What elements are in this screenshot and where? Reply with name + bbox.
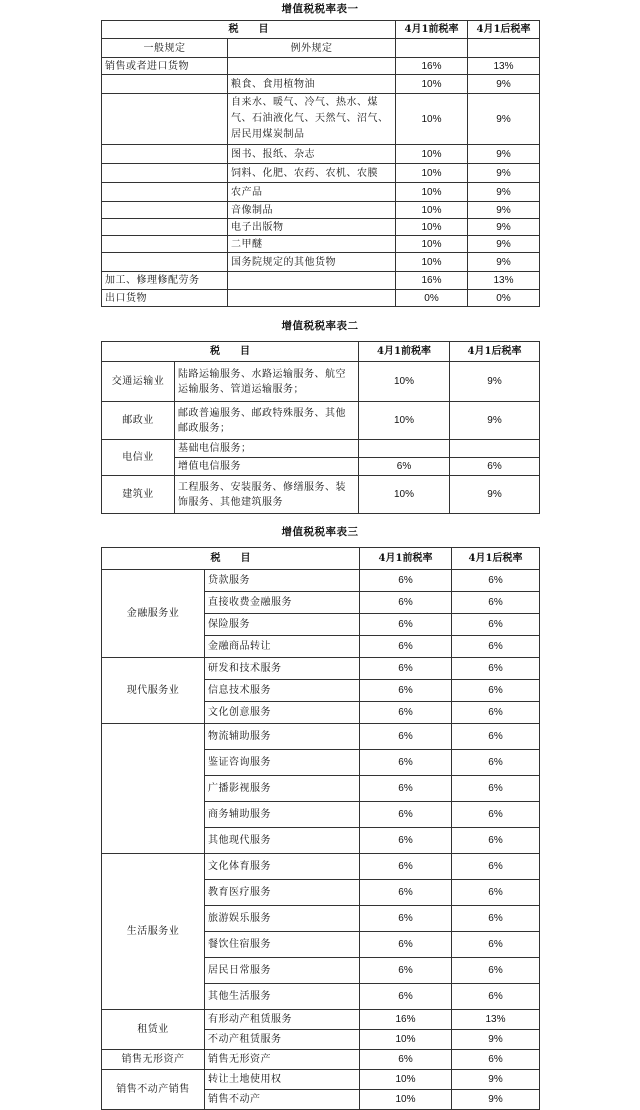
exception-cell bbox=[228, 272, 396, 290]
rate-after-cell: 9% bbox=[468, 219, 540, 236]
category-cell: 租赁业 bbox=[102, 1010, 205, 1050]
table-row bbox=[102, 94, 540, 145]
category-cell: 生活服务业 bbox=[102, 854, 205, 1010]
item-cell: 居民日常服务 bbox=[205, 958, 360, 984]
rate-before-cell: 6% bbox=[360, 932, 452, 958]
table-row bbox=[102, 145, 540, 164]
rate-before-cell: 10% bbox=[396, 236, 468, 253]
rate-after-cell: 6% bbox=[452, 802, 540, 828]
rate-before-cell: 10% bbox=[359, 362, 450, 402]
rate-after-cell: 6% bbox=[452, 854, 540, 880]
rate-after-cell: 9% bbox=[468, 145, 540, 164]
rate-after-cell: 6% bbox=[452, 750, 540, 776]
rate-after-cell: 6% bbox=[452, 680, 540, 702]
category-cell: 销售不动产销售 bbox=[102, 1070, 205, 1110]
exception-cell: 粮食、食用植物油 bbox=[228, 75, 396, 94]
rate-before-cell: 6% bbox=[360, 702, 452, 724]
general-cell bbox=[102, 183, 228, 202]
tax-rate-table-1 bbox=[101, 20, 540, 307]
rate-after-cell: 9% bbox=[450, 476, 540, 514]
rate-before-cell: 6% bbox=[360, 984, 452, 1010]
item-cell: 文化体育服务 bbox=[205, 854, 360, 880]
exception-cell: 饲料、化肥、农药、农机、农膜 bbox=[228, 164, 396, 183]
table3-title: 增值税税率表三 bbox=[281, 526, 359, 538]
item-cell: 工程服务、安装服务、修缮服务、装饰服务、其他建筑服务 bbox=[175, 476, 359, 514]
table1-title: 增值税税率表一 bbox=[281, 3, 359, 15]
table-row bbox=[102, 75, 540, 94]
exception-cell bbox=[228, 58, 396, 75]
rate-before-cell: 6% bbox=[360, 828, 452, 854]
table2-header-before: 4月1前税率 bbox=[359, 342, 450, 362]
rate-after-cell: 6% bbox=[452, 570, 540, 592]
rate-after-cell: 9% bbox=[452, 1090, 540, 1110]
item-cell: 研发和技术服务 bbox=[205, 658, 360, 680]
rate-after-cell: 13% bbox=[468, 272, 540, 290]
rate-before-cell: 16% bbox=[396, 58, 468, 75]
tax-rate-table-3 bbox=[101, 547, 540, 1110]
item-cell: 金融商品转让 bbox=[205, 636, 360, 658]
rate-after-cell: 6% bbox=[452, 592, 540, 614]
table-row bbox=[102, 58, 540, 75]
rate-after-cell: 9% bbox=[450, 362, 540, 402]
rate-after-cell bbox=[450, 440, 540, 458]
rate-after-cell: 0% bbox=[468, 290, 540, 307]
general-cell bbox=[102, 219, 228, 236]
rate-after-cell: 9% bbox=[468, 253, 540, 272]
rate-after-cell: 9% bbox=[452, 1070, 540, 1090]
table2-header-item: 税 目 bbox=[102, 342, 359, 362]
category-cell: 建筑业 bbox=[102, 476, 175, 514]
table-row bbox=[102, 440, 540, 458]
rate-after-cell: 6% bbox=[452, 880, 540, 906]
table1-header-after: 4月1后税率 bbox=[468, 21, 540, 39]
item-cell: 餐饮住宿服务 bbox=[205, 932, 360, 958]
rate-after-cell: 6% bbox=[452, 702, 540, 724]
rate-before-cell: 10% bbox=[396, 202, 468, 219]
general-cell: 加工、修理修配劳务 bbox=[102, 272, 228, 290]
rate-before-cell: 6% bbox=[360, 658, 452, 680]
item-cell: 转让土地使用权 bbox=[205, 1070, 360, 1090]
table-row bbox=[102, 202, 540, 219]
rate-after-cell: 6% bbox=[452, 1050, 540, 1070]
category-cell bbox=[102, 724, 205, 854]
rate-before-cell: 6% bbox=[360, 592, 452, 614]
category-cell: 现代服务业 bbox=[102, 658, 205, 724]
table1-header-before: 4月1前税率 bbox=[396, 21, 468, 39]
table-row bbox=[102, 362, 540, 402]
item-cell: 商务辅助服务 bbox=[205, 802, 360, 828]
category-cell: 邮政业 bbox=[102, 402, 175, 440]
exception-cell: 国务院规定的其他货物 bbox=[228, 253, 396, 272]
exception-cell bbox=[228, 290, 396, 307]
rate-before-cell: 0% bbox=[396, 290, 468, 307]
table3-header-item: 税 目 bbox=[102, 548, 360, 570]
exception-cell: 二甲醚 bbox=[228, 236, 396, 253]
table2-title: 增值税税率表二 bbox=[281, 320, 359, 332]
rate-before-cell bbox=[359, 440, 450, 458]
rate-before-cell: 10% bbox=[360, 1030, 452, 1050]
rate-before-cell: 6% bbox=[360, 802, 452, 828]
rate-after-cell: 6% bbox=[452, 906, 540, 932]
general-cell bbox=[102, 94, 228, 145]
item-cell: 教育医疗服务 bbox=[205, 880, 360, 906]
rate-after-cell: 6% bbox=[452, 614, 540, 636]
item-cell: 广播影视服务 bbox=[205, 776, 360, 802]
rate-after-cell: 9% bbox=[468, 164, 540, 183]
table2-header-after: 4月1后税率 bbox=[450, 342, 540, 362]
exception-cell: 图书、报纸、杂志 bbox=[228, 145, 396, 164]
rate-before-cell: 6% bbox=[360, 1050, 452, 1070]
rate-before-cell: 6% bbox=[360, 880, 452, 906]
general-cell: 出口货物 bbox=[102, 290, 228, 307]
table-row bbox=[102, 658, 540, 680]
rate-before-cell: 6% bbox=[360, 636, 452, 658]
table3-header-before: 4月1前税率 bbox=[360, 548, 452, 570]
table1-header-item: 税 目 bbox=[102, 21, 396, 39]
item-cell: 陆路运输服务、水路运输服务、航空运输服务、管道运输服务； bbox=[175, 362, 359, 402]
rate-before-cell: 10% bbox=[396, 94, 468, 145]
rate-before-cell: 6% bbox=[360, 854, 452, 880]
rate-before-cell: 6% bbox=[360, 724, 452, 750]
general-cell: 销售或者进口货物 bbox=[102, 58, 228, 75]
general-cell bbox=[102, 75, 228, 94]
rate-after-cell: 6% bbox=[452, 658, 540, 680]
table-row bbox=[102, 1070, 540, 1090]
table-row bbox=[102, 570, 540, 592]
item-cell: 增值电信服务 bbox=[175, 458, 359, 476]
exception-cell: 农产品 bbox=[228, 183, 396, 202]
rate-after-cell: 6% bbox=[452, 724, 540, 750]
item-cell: 其他生活服务 bbox=[205, 984, 360, 1010]
table-row bbox=[102, 1010, 540, 1030]
rate-after-cell: 9% bbox=[468, 236, 540, 253]
item-cell: 销售不动产 bbox=[205, 1090, 360, 1110]
rate-after-cell: 9% bbox=[468, 183, 540, 202]
rate-before-cell: 10% bbox=[359, 476, 450, 514]
rate-before-cell: 6% bbox=[360, 750, 452, 776]
exception-cell: 自来水、暖气、冷气、热水、煤气、石油液化气、天然气、沼气、居民用煤炭制品 bbox=[228, 94, 396, 145]
rate-before-cell: 10% bbox=[396, 183, 468, 202]
rate-after-cell: 6% bbox=[452, 958, 540, 984]
item-cell: 邮政普遍服务、邮政特殊服务、其他邮政服务； bbox=[175, 402, 359, 440]
table1-subheader-general: 一般规定 bbox=[102, 39, 228, 58]
rate-after-cell: 13% bbox=[468, 58, 540, 75]
item-cell: 直接收费金融服务 bbox=[205, 592, 360, 614]
general-cell bbox=[102, 145, 228, 164]
table-row bbox=[102, 219, 540, 236]
rate-after-cell: 6% bbox=[452, 776, 540, 802]
rate-before-cell: 6% bbox=[359, 458, 450, 476]
item-cell: 贷款服务 bbox=[205, 570, 360, 592]
rate-after-cell: 9% bbox=[450, 402, 540, 440]
rate-after-cell: 9% bbox=[468, 94, 540, 145]
category-cell: 电信业 bbox=[102, 440, 175, 476]
rate-after-cell: 9% bbox=[452, 1030, 540, 1050]
rate-before-cell: 10% bbox=[396, 219, 468, 236]
item-cell: 旅游娱乐服务 bbox=[205, 906, 360, 932]
general-cell bbox=[102, 202, 228, 219]
item-cell: 基础电信服务； bbox=[175, 440, 359, 458]
rate-before-cell: 6% bbox=[360, 906, 452, 932]
table-row bbox=[102, 183, 540, 202]
rate-before-cell: 6% bbox=[360, 776, 452, 802]
table-row bbox=[102, 724, 540, 750]
rate-after-cell: 6% bbox=[452, 828, 540, 854]
rate-after-cell: 9% bbox=[468, 202, 540, 219]
table-row bbox=[102, 253, 540, 272]
tax-rate-table-2 bbox=[101, 341, 540, 514]
table-row bbox=[102, 402, 540, 440]
item-cell: 不动产租赁服务 bbox=[205, 1030, 360, 1050]
rate-after-cell: 6% bbox=[452, 932, 540, 958]
general-cell bbox=[102, 253, 228, 272]
item-cell: 保险服务 bbox=[205, 614, 360, 636]
table-row bbox=[102, 854, 540, 880]
rate-before-cell: 10% bbox=[359, 402, 450, 440]
rate-after-cell: 6% bbox=[450, 458, 540, 476]
table-row bbox=[102, 236, 540, 253]
rate-after-cell: 13% bbox=[452, 1010, 540, 1030]
rate-before-cell: 10% bbox=[396, 164, 468, 183]
item-cell: 销售无形资产 bbox=[205, 1050, 360, 1070]
rate-before-cell: 10% bbox=[396, 145, 468, 164]
item-cell: 物流辅助服务 bbox=[205, 724, 360, 750]
item-cell: 信息技术服务 bbox=[205, 680, 360, 702]
rate-before-cell: 10% bbox=[360, 1070, 452, 1090]
exception-cell: 音像制品 bbox=[228, 202, 396, 219]
table-row bbox=[102, 476, 540, 514]
general-cell bbox=[102, 164, 228, 183]
table-row bbox=[102, 290, 540, 307]
rate-before-cell: 6% bbox=[360, 614, 452, 636]
rate-before-cell: 10% bbox=[396, 253, 468, 272]
item-cell: 有形动产租赁服务 bbox=[205, 1010, 360, 1030]
rate-after-cell: 6% bbox=[452, 984, 540, 1010]
category-cell: 销售无形资产 bbox=[102, 1050, 205, 1070]
item-cell: 文化创意服务 bbox=[205, 702, 360, 724]
rate-before-cell: 6% bbox=[360, 958, 452, 984]
category-cell: 金融服务业 bbox=[102, 570, 205, 658]
table3-header-after: 4月1后税率 bbox=[452, 548, 540, 570]
table-row bbox=[102, 164, 540, 183]
rate-before-cell: 6% bbox=[360, 680, 452, 702]
rate-before-cell: 6% bbox=[360, 570, 452, 592]
rate-after-cell: 9% bbox=[468, 75, 540, 94]
rate-before-cell: 10% bbox=[396, 75, 468, 94]
rate-before-cell: 16% bbox=[360, 1010, 452, 1030]
general-cell bbox=[102, 236, 228, 253]
table1-subheader-exception: 例外规定 bbox=[228, 39, 396, 58]
item-cell: 鉴证咨询服务 bbox=[205, 750, 360, 776]
rate-before-cell: 16% bbox=[396, 272, 468, 290]
rate-before-cell: 10% bbox=[360, 1090, 452, 1110]
table-row bbox=[102, 1050, 540, 1070]
table-row bbox=[102, 272, 540, 290]
item-cell: 其他现代服务 bbox=[205, 828, 360, 854]
rate-after-cell: 6% bbox=[452, 636, 540, 658]
category-cell: 交通运输业 bbox=[102, 362, 175, 402]
exception-cell: 电子出版物 bbox=[228, 219, 396, 236]
